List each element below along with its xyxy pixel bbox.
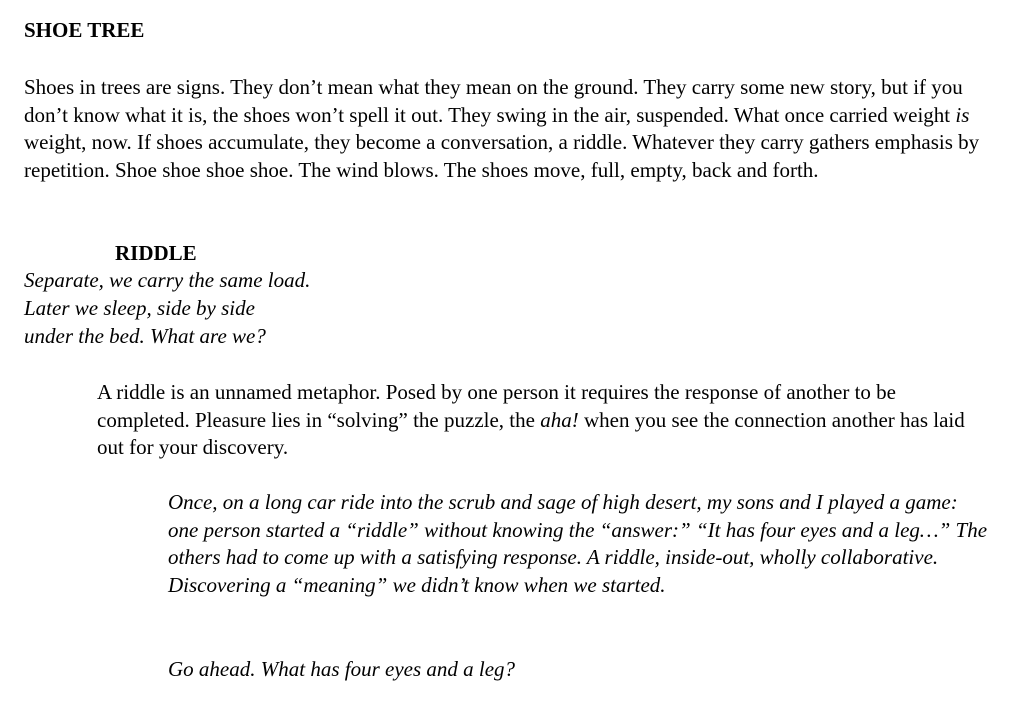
metaphor-paragraph: [97, 379, 987, 462]
intro-emphasis: is: [955, 102, 970, 127]
riddle-line: under the bed. What are we?: [24, 324, 266, 348]
riddle-line: Separate, we carry the same load.: [24, 268, 311, 292]
intro-text-part1: Shoes in trees are signs. They don’t mean what they mean on the ground. They carry some new story, but if you don’t know what it is, the shoes won’t spell it out. They swing in the air, suspended. What once carried weight: [24, 75, 963, 127]
metaphor-text-part2: when you see the connection another has laid out for your discovery.: [97, 407, 965, 459]
metaphor-emphasis: aha!: [540, 407, 579, 432]
riddle-poem: [24, 266, 310, 350]
riddle-line: Later we sleep, side by side: [24, 296, 255, 320]
anecdote-paragraph: Once, on a long car ride into the scrub and sage of high desert, my sons and I played a game: one person started a “riddle” without knowing the “answer:” “It has four eyes and a leg…” The others had to come up with a satisfying response. A riddle, inside-out, wholly collaborative. Discovering a “meaning” we didn’t know when we started.: [168, 490, 988, 597]
closing-line: Go ahead. What has four eyes and a leg?: [168, 657, 516, 681]
intro-text-part2: weight, now. If shoes accumulate, they become a conversation, a riddle. Whatever they carry gathers emphasis by repetition. Shoe shoe shoe shoe. The wind blows. The shoes move, full, empty, back and forth.: [24, 130, 980, 182]
riddle-heading: RIDDLE: [115, 241, 197, 265]
page-title: SHOE TREE: [24, 18, 145, 42]
metaphor-text-part1: A riddle is an unnamed metaphor. Posed by one person it requires the response of another to be completed. Pleasure lies in “solving” the puzzle, the: [97, 380, 896, 432]
intro-paragraph: [24, 74, 984, 184]
